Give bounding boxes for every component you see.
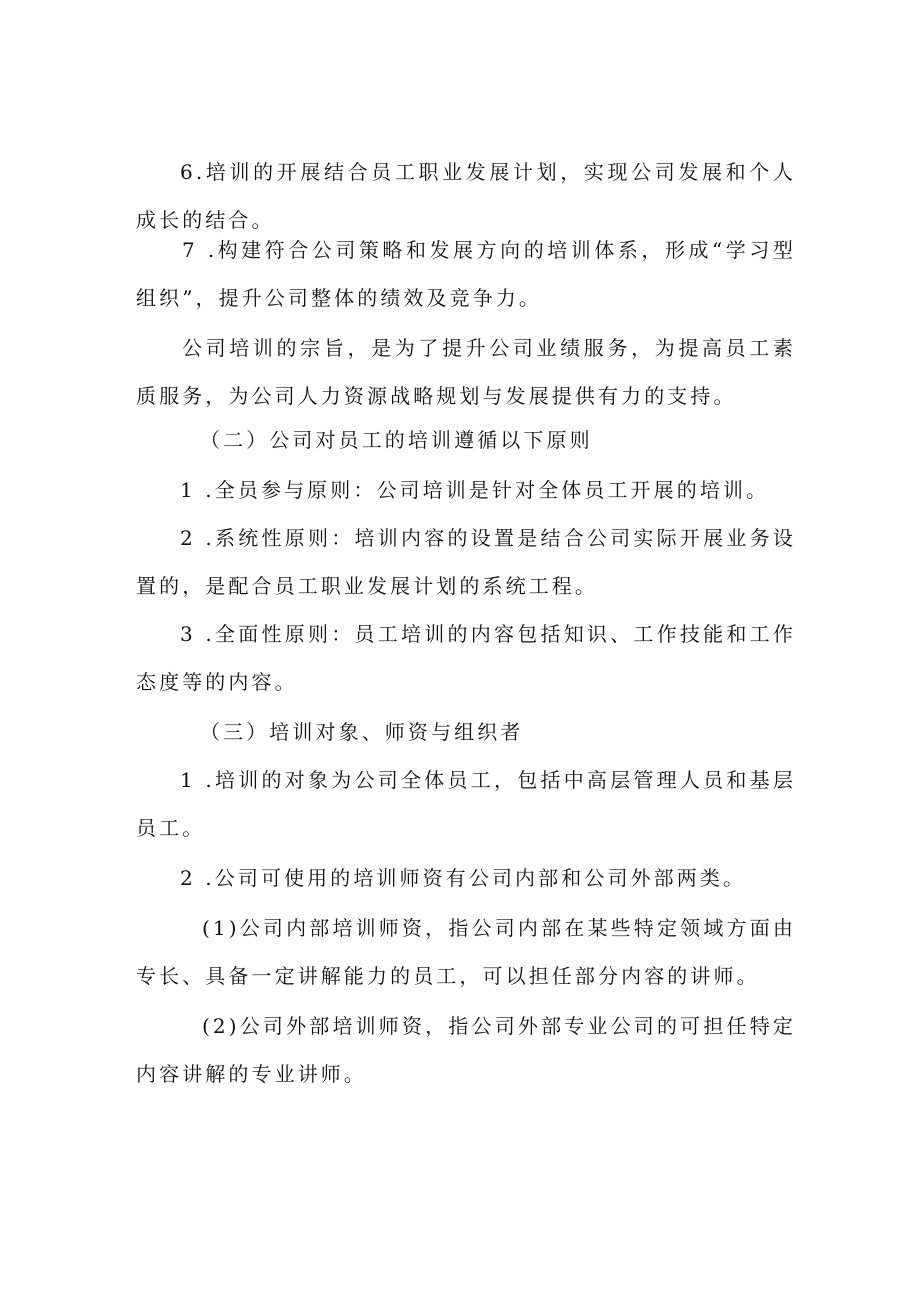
teacher-subitem-1: (1)公司内部培训师资，指公司内部在某些特定领域方面由专长、具备一定讲解能力的员工，可以担任部分内容的讲师。 [136,916,796,988]
principle-item-3: 3 .全面性原则：员工培训的内容包括知识、工作技能和工作态度等的内容。 [136,622,796,694]
principle-item-2: 2 .系统性原则：培训内容的设置是结合公司实际开展业务设置的，是配合员工职业发展计划的系统工程。 [136,526,796,598]
paragraph-item-7: 7 .构建符合公司策略和发展方向的培训体系，形成“学习型组织”，提升公司整体的绩效及竞争力。 [136,238,796,310]
teacher-item-2: 2 .公司可使用的培训师资有公司内部和公司外部两类。 [180,866,747,890]
paragraph-training-purpose: 公司培训的宗旨，是为了提升公司业绩服务，为提高员工素质服务，为公司人力资源战略规划与发展提供有力的支持。 [136,336,796,408]
section-heading-trainees-teachers: （三）培训对象、师资与组织者 [200,720,524,744]
paragraph-item-6: 6.培训的开展结合员工职业发展计划，实现公司发展和个人成长的结合。 [136,160,796,232]
section-heading-principles: （二）公司对员工的培训遵循以下原则 [200,428,593,452]
trainee-item-1: 1 .培训的对象为公司全体员工，包括中高层管理人员和基层员工。 [136,768,796,840]
principle-item-1: 1 .全员参与原则：公司培训是针对全体员工开展的培训。 [180,478,770,502]
teacher-subitem-2: (2)公司外部培训师资，指公司外部专业公司的可担任特定内容讲解的专业讲师。 [136,1014,796,1086]
